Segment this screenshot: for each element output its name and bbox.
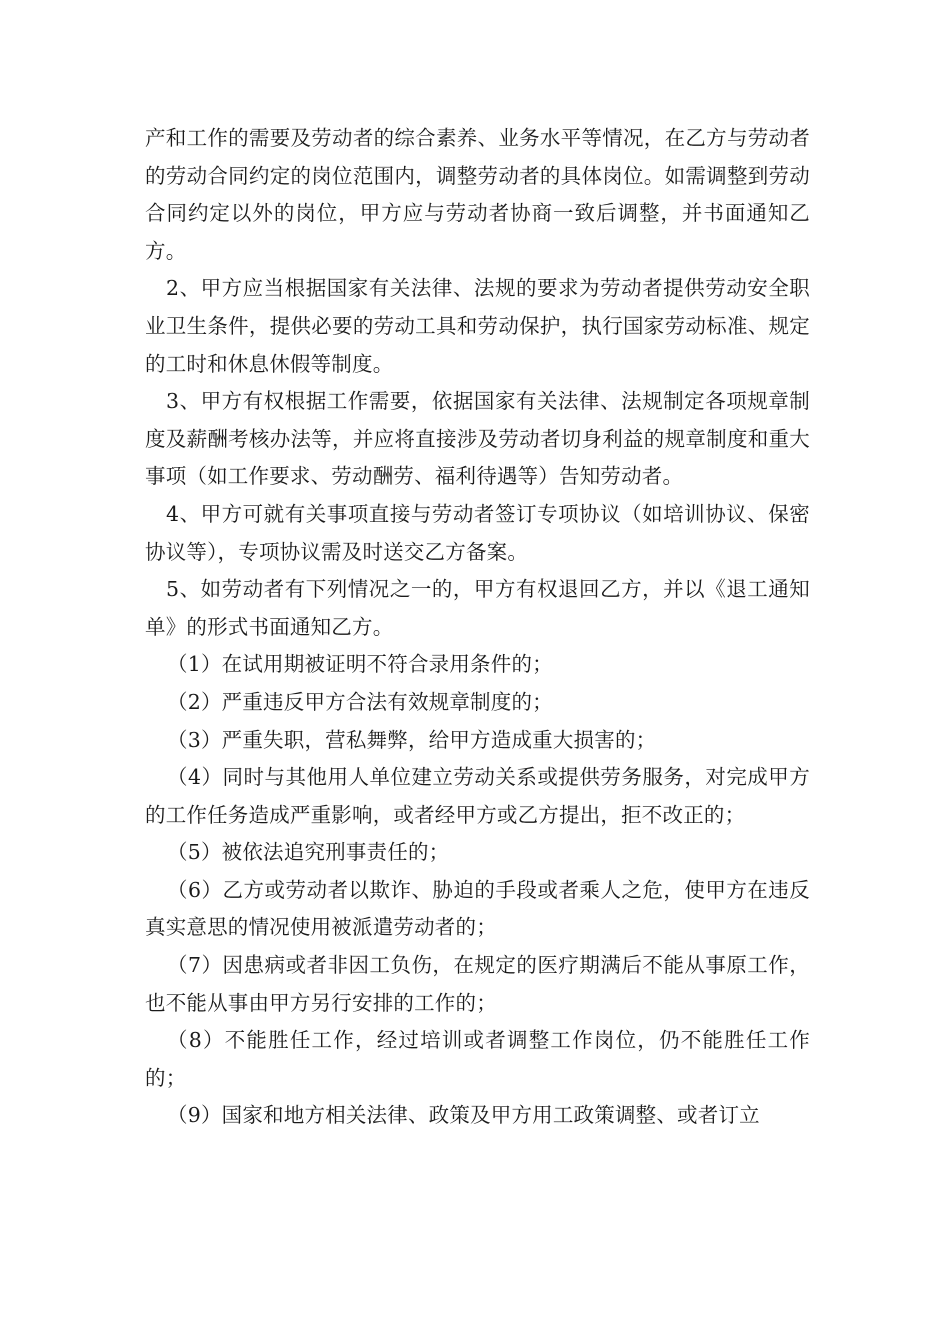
list-item-2: （2）严重违反甲方合法有效规章制度的； — [167, 689, 553, 714]
list-item-3: （3）严重失职，营私舞弊，给甲方造成重大损害的； — [167, 727, 657, 752]
list-item-6: （6）乙方或劳动者以欺诈、胁迫的手段或者乘人之危，使甲方在违反真实意思的情况使用被派遣劳动者的； — [145, 877, 810, 940]
list-item-8: （8）不能胜任工作，经过培训或者调整工作岗位，仍不能胜任工作的； — [145, 1028, 810, 1090]
list-item-7: （7）因患病或者非因工负伤，在规定的医疗期满后不能从事原工作，也不能从事由甲方另行安排的工作的； — [145, 953, 810, 1015]
paragraph-clause-4: 4、甲方可就有关事项直接与劳动者签订专项协议（如培训协议、保密协议等），专项协议需及时送交乙方备案。 — [145, 501, 810, 564]
paragraph-continuation: 产和工作的需要及劳动者的综合素养、业务水平等情况，在乙方与劳动者的劳动合同约定的岗位范围内，调整劳动者的具体岗位。如需调整到劳动合同约定以外的岗位，甲方应与劳动者协商一致后调整，并书面通知乙方。 — [145, 126, 810, 263]
paragraph-clause-5: 5、如劳动者有下列情况之一的，甲方有权退回乙方，并以《退工通知单》的形式书面通知乙方。 — [145, 577, 810, 639]
paragraph-clause-2: 2、甲方应当根据国家有关法律、法规的要求为劳动者提供劳动安全职业卫生条件，提供必要的劳动工具和劳动保护，执行国家劳动标准、规定的工时和休息休假等制度。 — [145, 276, 810, 376]
list-item-1: （1）在试用期被证明不符合录用条件的； — [167, 652, 553, 677]
document-body — [145, 120, 810, 1135]
list-item-4: （4）同时与其他用人单位建立劳动关系或提供劳务服务，对完成甲方的工作任务造成严重影响，或者经甲方或乙方提出，拒不改正的； — [145, 765, 810, 827]
list-item-5: （5）被依法追究刑事责任的； — [167, 840, 450, 865]
list-item-9: （9）国家和地方相关法律、政策及甲方用工政策调整、或者订立 — [167, 1103, 760, 1128]
paragraph-clause-3: 3、甲方有权根据工作需要，依据国家有关法律、法规制定各项规章制度及薪酬考核办法等，并应将直接涉及劳动者切身利益的规章制度和重大事项（如工作要求、劳动酬劳、福利待遇等）告知劳动者。 — [145, 389, 810, 489]
